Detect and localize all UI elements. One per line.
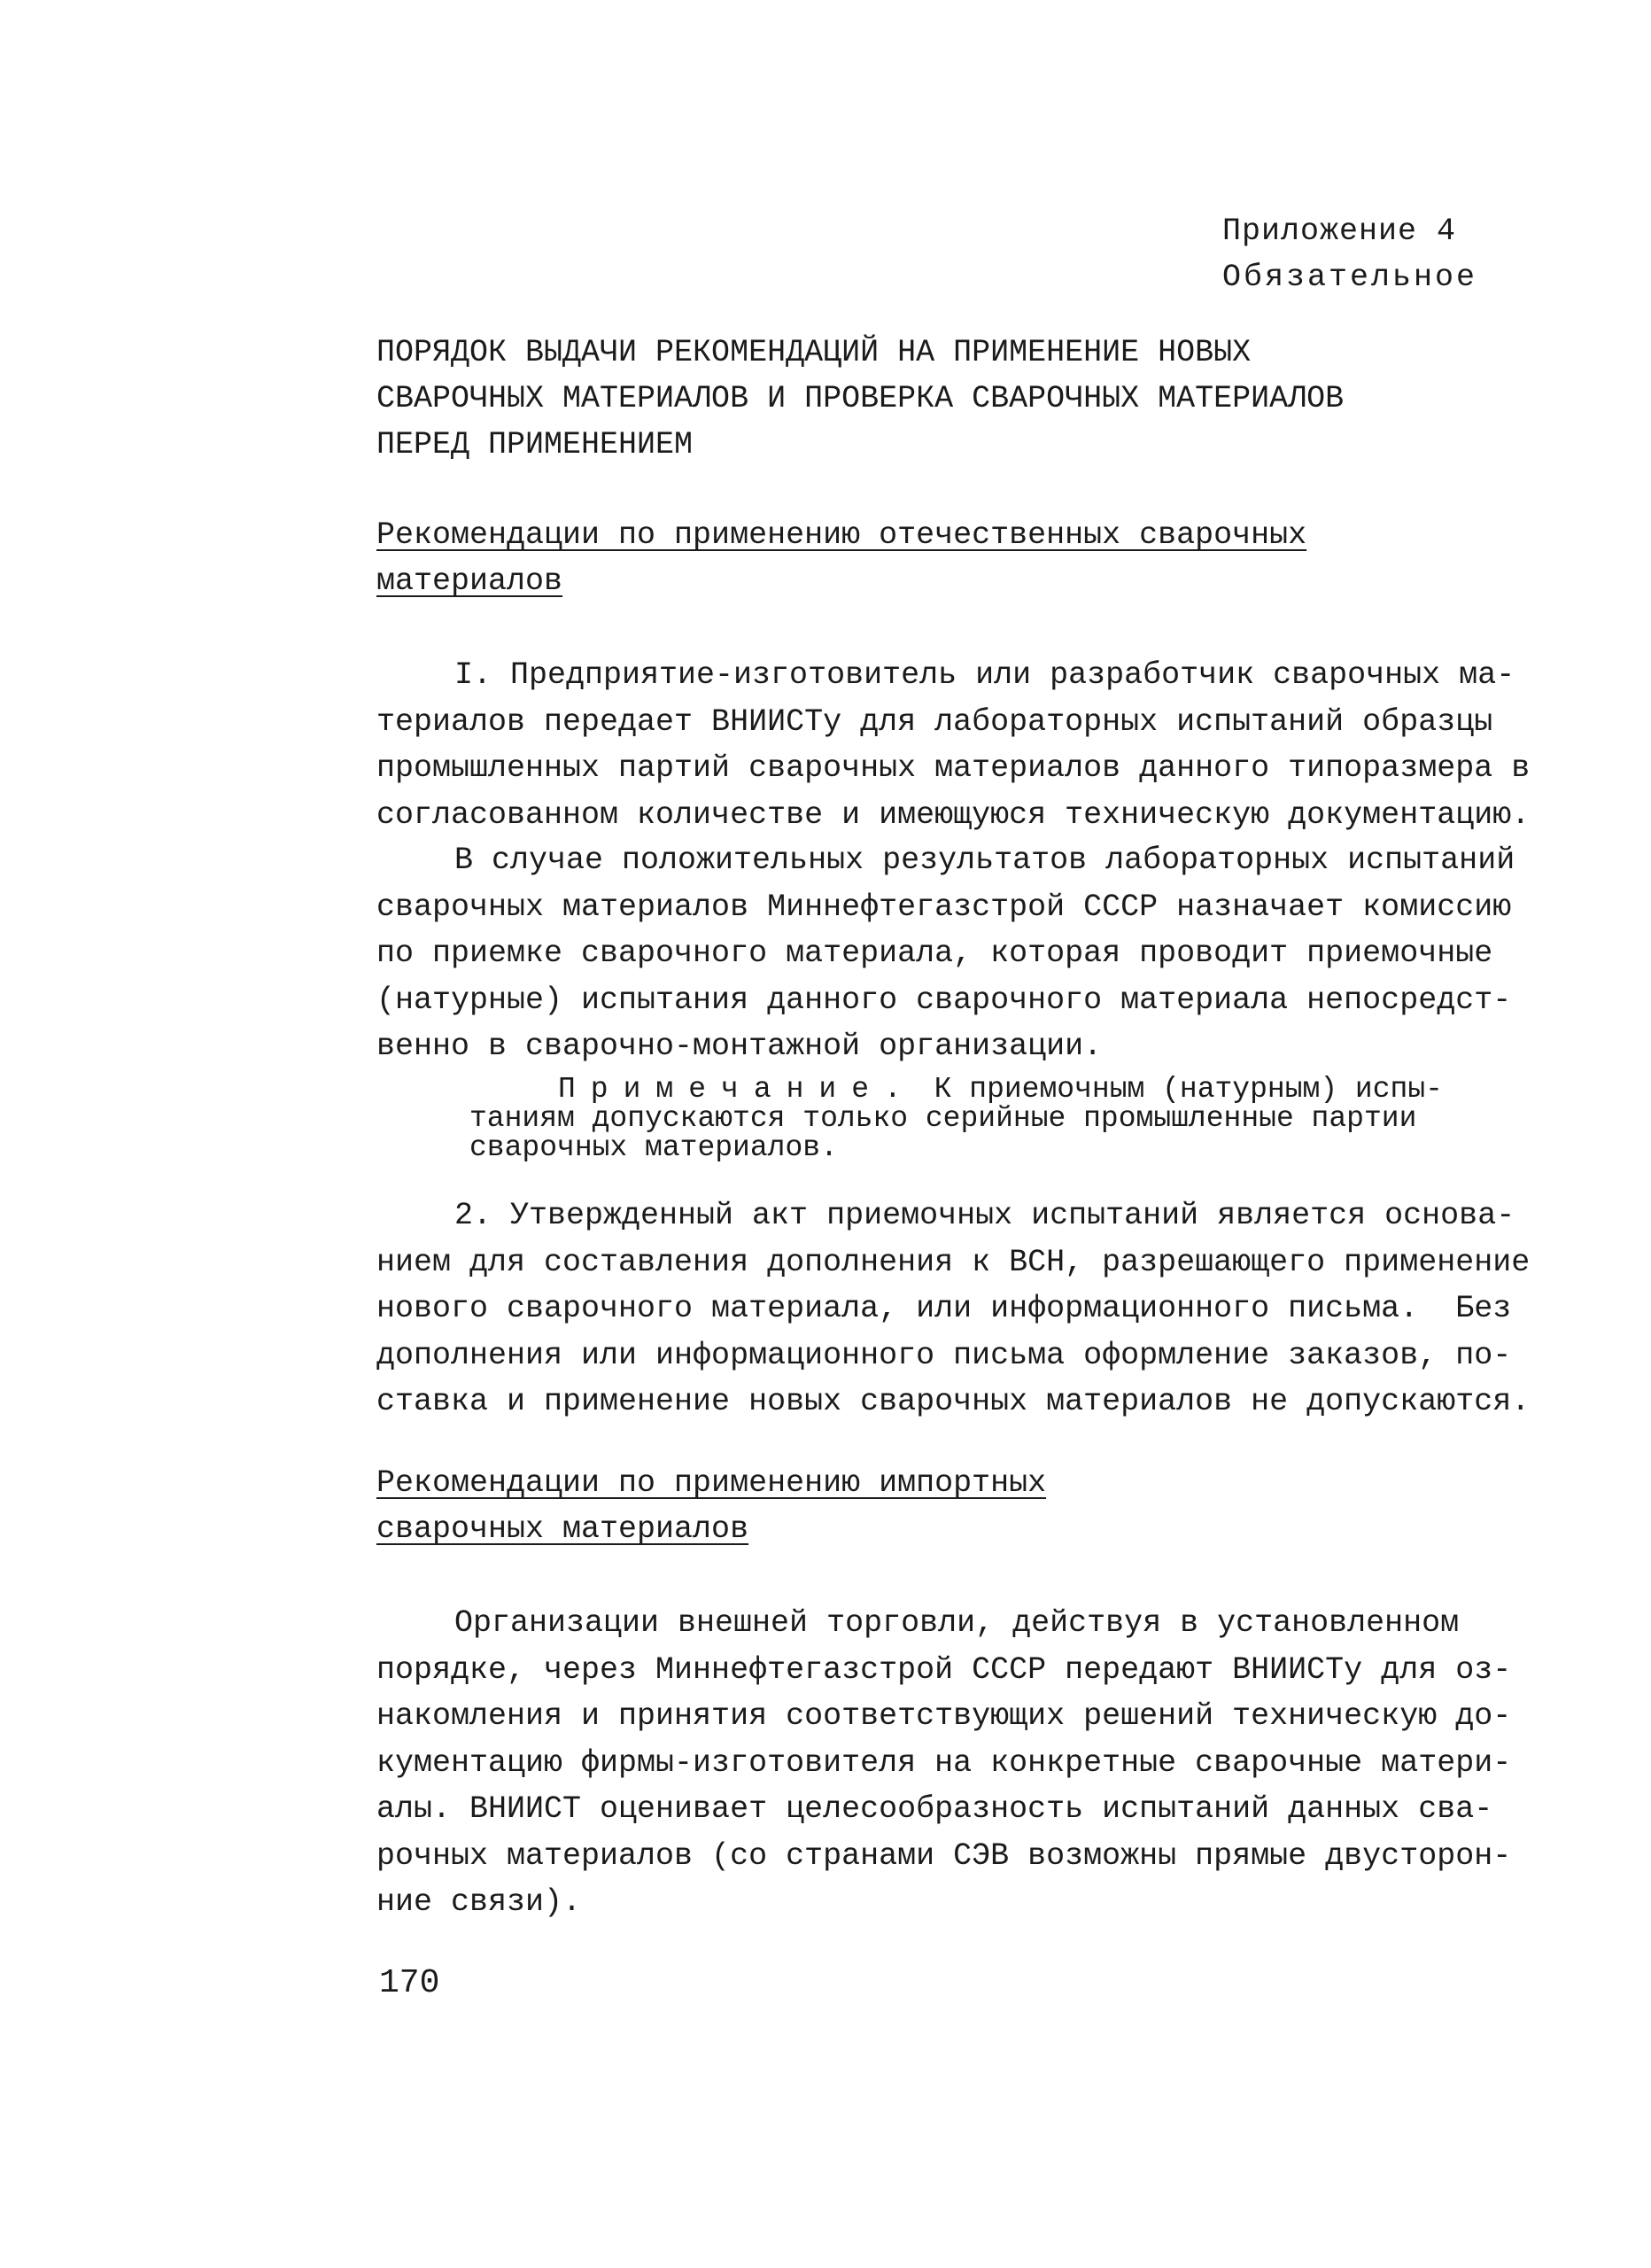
text-line: ние связи). bbox=[376, 1884, 582, 1920]
section-heading-imported bbox=[376, 1460, 1046, 1552]
text-line: ставка и применение новых сварочных материалов не допускаются. bbox=[376, 1384, 1531, 1419]
note-block bbox=[469, 1075, 1612, 1162]
text-line: В случае положительных результатов лабораторных испытаний bbox=[454, 843, 1515, 878]
title-line: ПЕРЕД ПРИМЕНЕНИЕМ bbox=[376, 427, 694, 462]
appendix-status: Обязательное bbox=[1222, 260, 1478, 295]
paragraph-4 bbox=[376, 1600, 1519, 1926]
text-line: териалов передает ВНИИСТу для лабораторных испытаний образцы bbox=[376, 703, 1493, 740]
text-line: рочных материалов (со странами СЭВ возможны прямые двусторон- bbox=[376, 1837, 1512, 1874]
text-line: (натурные) испытания данного сварочного материала непосредст- bbox=[376, 982, 1512, 1018]
text-line: алы. ВНИИСТ оценивает целесообразность испытаний данных сва- bbox=[376, 1791, 1493, 1827]
note-text: К приемочным (натурным) испы- bbox=[934, 1073, 1443, 1106]
text-line: Организации внешней торговли, действуя в установленном bbox=[454, 1605, 1460, 1641]
heading-line: материалов bbox=[376, 563, 563, 599]
note-line: таниям допускаются только серийные промышленные партии bbox=[469, 1102, 1417, 1135]
note-first-line bbox=[469, 1075, 1612, 1104]
heading-line: Рекомендации по применению импортных bbox=[376, 1465, 1047, 1501]
text-line: дополнения или информационного письма оформление заказов, по- bbox=[376, 1337, 1512, 1373]
title-line: СВАРОЧНЫХ МАТЕРИАЛОВ И ПРОВЕРКА СВАРОЧНЫХ МАТЕРИАЛОВ bbox=[376, 381, 1345, 416]
appendix-number: Приложение 4 bbox=[1222, 214, 1457, 249]
document-title bbox=[376, 330, 1528, 468]
paragraph-1 bbox=[376, 652, 1531, 838]
note-label: Примечание. bbox=[558, 1073, 917, 1106]
title-line: ПОРЯДОК ВЫДАЧИ РЕКОМЕНДАЦИЙ НА ПРИМЕНЕНИЕ НОВЫХ bbox=[376, 335, 1252, 370]
section-heading-domestic bbox=[376, 512, 1306, 604]
text-line: I. Предприятие-изготовитель или разработчик сварочных ма- bbox=[454, 657, 1515, 693]
appendix-label bbox=[1222, 208, 1477, 300]
page-number: 170 bbox=[379, 1964, 440, 2002]
heading-line: сварочных материалов bbox=[376, 1511, 749, 1547]
text-line: накомления и принятия соответствующих решений техническую до- bbox=[376, 1698, 1512, 1734]
text-line: венно в сварочно-монтажной организации. bbox=[376, 1029, 1103, 1064]
paragraph-2 bbox=[376, 837, 1519, 1070]
text-line: нового сварочного материала, или информационного письма. Без bbox=[376, 1291, 1512, 1326]
text-line: нием для составления дополнения к ВСН, разрешающего применение bbox=[376, 1244, 1531, 1280]
paragraph-3 bbox=[376, 1192, 1531, 1425]
text-line: кументацию фирмы-изготовителя на конкретные сварочные матери- bbox=[376, 1744, 1512, 1781]
text-line: 2. Утвержденный акт приемочных испытаний является основа- bbox=[454, 1198, 1515, 1233]
text-line: по приемке сварочного материала, которая проводит приемочные bbox=[376, 936, 1493, 971]
text-line: согласованном количестве и имеющуюся техническую документацию. bbox=[376, 796, 1531, 833]
heading-line: Рекомендации по применению отечественных сварочных bbox=[376, 517, 1307, 553]
text-line: порядке, через Миннефтегазстрой СССР передают ВНИИСТу для оз- bbox=[376, 1651, 1512, 1688]
note-line: сварочных материалов. bbox=[469, 1131, 838, 1164]
text-line: сварочных материалов Миннефтегазстрой СССР назначает комиссию bbox=[376, 889, 1512, 925]
text-line: промышленных партий сварочных материалов данного типоразмера в bbox=[376, 750, 1531, 786]
